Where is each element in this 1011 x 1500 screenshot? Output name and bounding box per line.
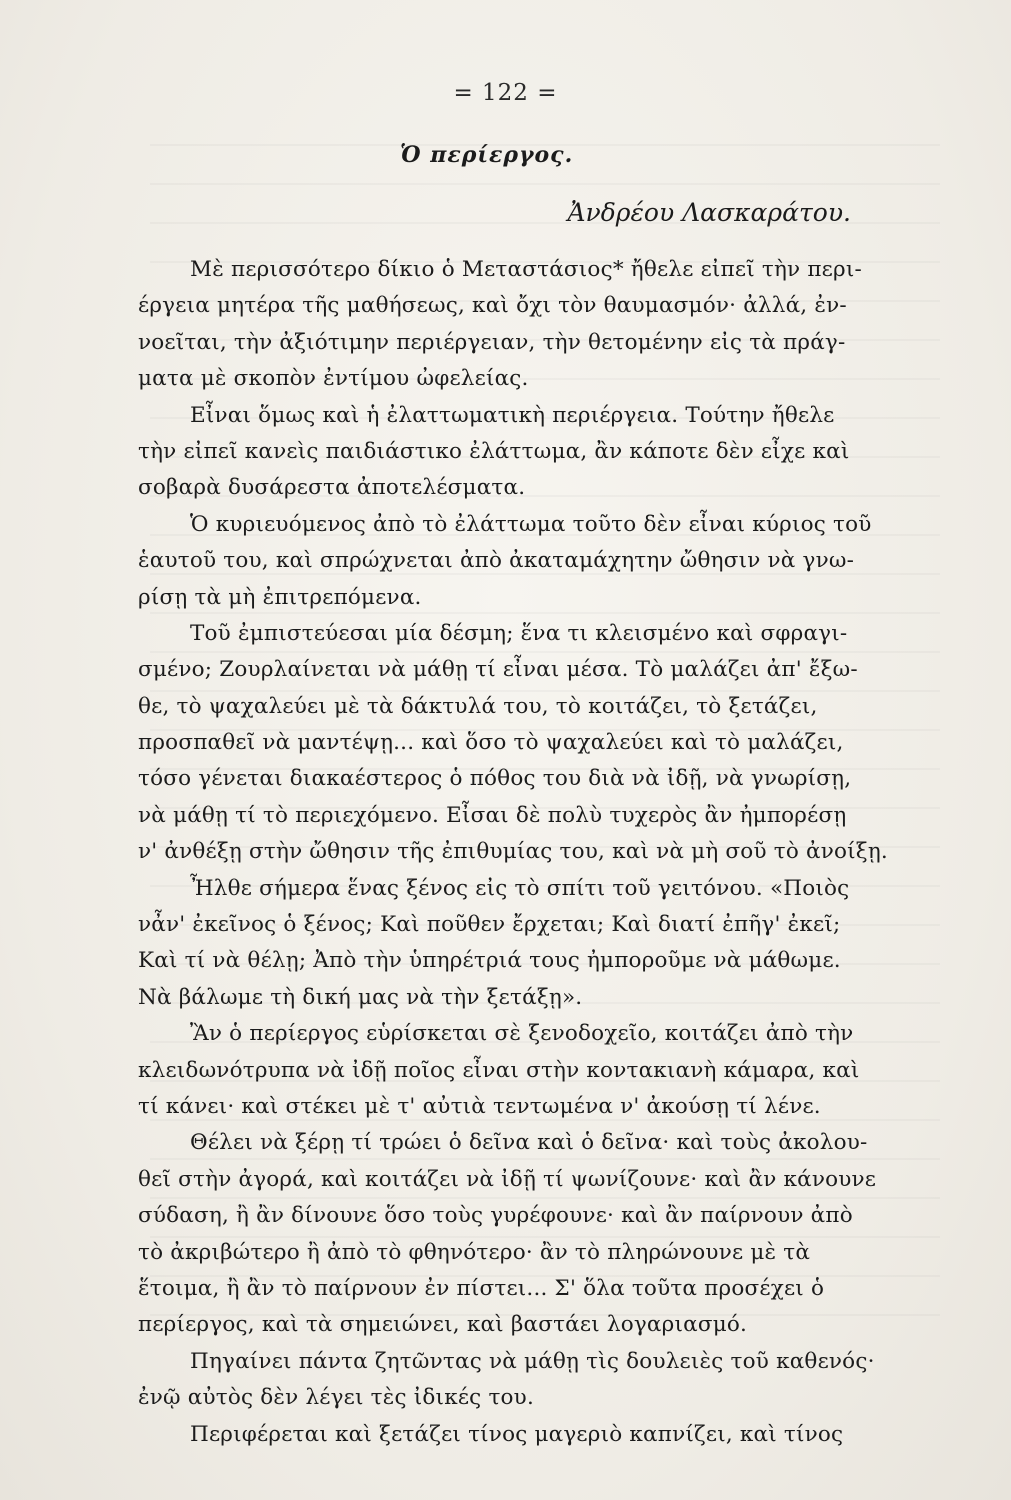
- text-line: Καὶ τί νὰ θέλῃ; Ἀπὸ τὴν ὑπηρέτριά τους ἠμποροῦμε νὰ μάθωμε.: [138, 948, 841, 974]
- text-line: τὴν εἰπεῖ κανεὶς παιδιάστικο ἐλάττωμα, ἂν κάποτε δὲν εἶχε καὶ: [138, 438, 850, 464]
- text-line: Νὰ βάλωμε τὴ δική μας νὰ τὴν ξετάξῃ».: [138, 984, 583, 1010]
- text-line: έργεια μητέρα τῆς μαθήσεως, καὶ ὄχι τὸν θαυμασμόν· ἀλλά, ἐν-: [138, 293, 847, 319]
- text-line: Πηγαίνει πάντα ζητῶντας νὰ μάθῃ τὶς δουλειὲς τοῦ καθενός·: [190, 1348, 875, 1374]
- article-author: Ἀνδρέου Λασκαράτου.: [567, 198, 851, 227]
- text-line: θε, τὸ ψαχαλεύει μὲ τὰ δάκτυλά του, τὸ κοιτάζει, τὸ ξετάζει,: [138, 693, 818, 719]
- text-line: ἑαυτοῦ του, καὶ σπρώχνεται ἀπὸ ἀκαταμάχητην ὤθησιν νὰ γνω-: [138, 548, 855, 574]
- text-line: νἆν' ἐκεῖνος ὁ ξένος; Καὶ ποῦθεν ἔρχεται; Καὶ διατί ἐπῆγ' ἐκεῖ;: [138, 912, 841, 938]
- text-line: ἐνῷ αὐτὸς δὲν λέγει τὲς ἰδικές του.: [138, 1385, 534, 1411]
- text-line: τί κάνει· καὶ στέκει μὲ τ' αὐτιὰ τεντωμένα ν' ἀκούσῃ τί λένε.: [138, 1093, 821, 1119]
- text-line: Εἶναι ὅμως καὶ ἡ ἐλαττωματικὴ περιέργεια. Τούτην ἤθελε: [190, 402, 835, 428]
- text-line: Ὁ κυριευόμενος ἀπὸ τὸ ἐλάττωμα τοῦτο δὲν εἶναι κύριος τοῦ: [190, 511, 872, 537]
- text-line: νοεῖται, τὴν ἀξιότιμην περιέργειαν, τὴν θετομένην εἰς τὰ πράγ-: [138, 329, 846, 355]
- article-title: Ὁ περίεργος.: [400, 142, 574, 168]
- text-line: νὰ μάθῃ τί τὸ περιεχόμενο. Εἶσαι δὲ πολὺ τυχερὸς ἂν ἠμπορέσῃ: [138, 802, 847, 828]
- text-line: σύδαση, ἢ ἂν δίνουνε ὅσο τοὺς γυρέφουνε· καὶ ἂν παίρνουν ἀπὸ: [138, 1203, 853, 1229]
- text-line: σμένο; Ζουρλαίνεται νὰ μάθῃ τί εἶναι μέσα. Τὸ μαλάζει ἀπ' ἔξω-: [138, 657, 858, 683]
- text-line: τόσο γένεται διακαέστερος ὁ πόθος του διὰ νὰ ἰδῇ, νὰ γνωρίσῃ,: [138, 766, 852, 792]
- text-line: θεῖ στὴν ἀγορά, καὶ κοιτάζει νὰ ἰδῇ τί ψωνίζουνε· καὶ ἂν κάνουνε: [138, 1166, 877, 1192]
- text-line: ν' ἀνθέξῃ στὴν ὤθησιν τῆς ἐπιθυμίας του, καὶ νὰ μὴ σοῦ τὸ ἀνοίξῃ.: [138, 839, 888, 865]
- text-line: τὸ ἀκριβώτερο ἢ ἀπὸ τὸ φθηνότερο· ἂν τὸ πληρώνουνε μὲ τὰ: [138, 1239, 811, 1265]
- text-line: κλειδωνότρυπα νὰ ἰδῇ ποῖος εἶναι στὴν κοντακιανὴ κάμαρα, καὶ: [138, 1057, 860, 1083]
- text-line: ἕτοιμα, ἢ ἂν τὸ παίρνουν ἐν πίστει... Σ' ὅλα τοῦτα προσέχει ὁ: [138, 1275, 825, 1301]
- text-line: Ἂν ὁ περίεργος εὑρίσκεται σὲ ξενοδοχεῖο, κοιτάζει ἀπὸ τὴν: [190, 1021, 854, 1047]
- page-number: = 122 =: [453, 80, 558, 106]
- body-text: [138, 252, 908, 1453]
- text-line: προσπαθεῖ νὰ μαντέψῃ... καὶ ὅσο τὸ ψαχαλεύει καὶ τὸ μαλάζει,: [138, 730, 844, 756]
- text-line: Ἦλθε σήμερα ἕνας ξένος εἰς τὸ σπίτι τοῦ γειτόνου. «Ποιὸς: [190, 875, 850, 901]
- text-line: Θέλει νὰ ξέρῃ τί τρώει ὁ δεῖνα καὶ ὁ δεῖνα· καὶ τοὺς ἀκολου-: [190, 1130, 868, 1156]
- text-line: σοβαρὰ δυσάρεστα ἀποτελέσματα.: [138, 475, 526, 501]
- text-line: περίεργος, καὶ τὰ σημειώνει, καὶ βαστάει λογαριασμό.: [138, 1312, 748, 1338]
- text-line: ρίσῃ τὰ μὴ ἐπιτρεπόμενα.: [138, 584, 422, 610]
- text-line: ματα μὲ σκοπὸν ἐντίμου ὠφελείας.: [138, 366, 529, 392]
- text-line: Μὲ περισσότερο δίκιο ὁ Μεταστάσιος* ἤθελε εἰπεῖ τὴν περι-: [190, 257, 862, 282]
- text-line: Τοῦ ἐμπιστεύεσαι μία δέσμη; ἕνα τι κλεισμένο καὶ σφραγι-: [190, 620, 848, 646]
- text-line: Περιφέρεται καὶ ξετάζει τίνος μαγεριὸ καπνίζει, καὶ τίνος: [190, 1421, 844, 1447]
